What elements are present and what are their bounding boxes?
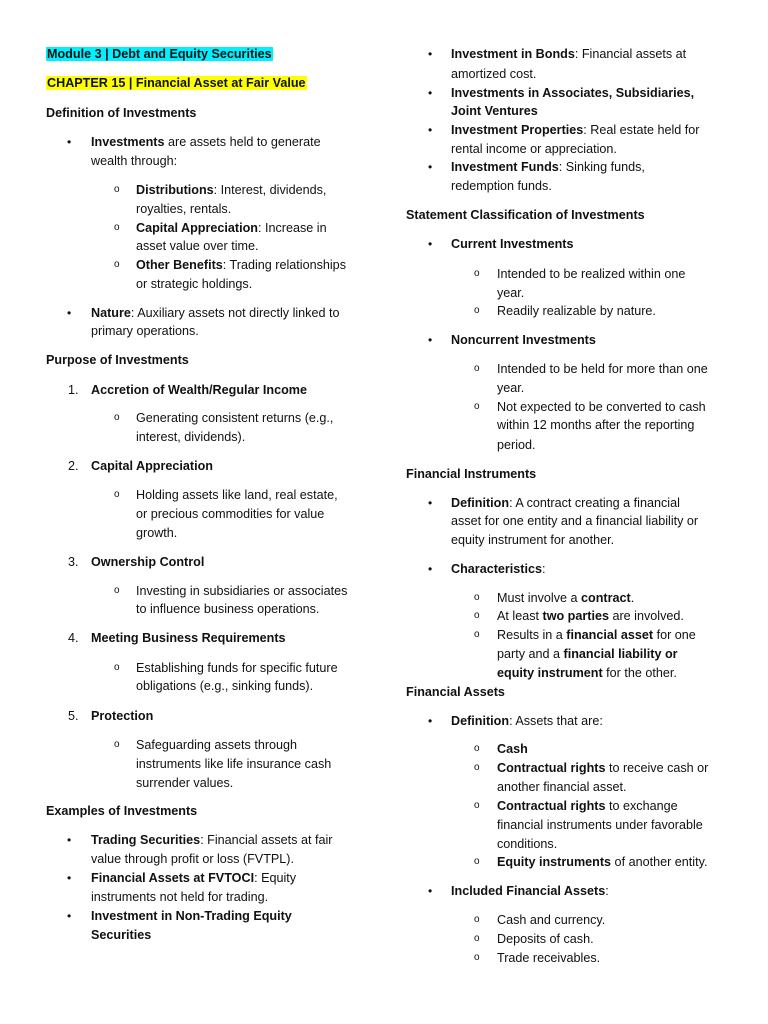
circle-bullet-icon: o — [474, 800, 480, 811]
list-item: Financial Assets at FVTOCI: Equity — [91, 871, 297, 885]
bullet-icon: • — [428, 47, 433, 61]
purpose-item-title: Protection — [91, 709, 154, 723]
list-item-cont: to influence business operations. — [136, 602, 320, 616]
list-item: Characteristics: — [451, 562, 546, 576]
list-item-cont: asset for one entity and a financial liability or — [451, 514, 699, 528]
circle-bullet-icon: o — [474, 762, 480, 773]
list-item-cont: Securities — [91, 928, 152, 942]
list-item: Definition: A contract creating a financial — [451, 496, 680, 510]
list-item: Contractual rights to exchange — [497, 799, 678, 813]
circle-bullet-icon: o — [474, 952, 480, 963]
list-item: Investment in Non-Trading Equity — [91, 909, 292, 923]
list-item: Trading Securities: Financial assets at fair — [91, 833, 333, 847]
list-item: Investment Funds: Sinking funds, — [451, 160, 645, 174]
list-number: 5. — [68, 709, 79, 723]
bullet-icon: • — [428, 86, 433, 100]
bullet-icon: • — [428, 562, 433, 576]
examples-heading: Examples of Investments — [46, 804, 198, 818]
circle-bullet-icon: o — [114, 412, 120, 423]
list-item: Investment in Bonds: Financial assets at — [451, 47, 687, 61]
statement-heading: Statement Classification of Investments — [406, 208, 645, 222]
list-item-cont: redemption funds. — [451, 179, 552, 193]
list-item-cont: instruments not held for trading. — [91, 890, 269, 904]
list-item-cont: year. — [497, 286, 525, 300]
bullet-icon: • — [428, 123, 433, 137]
list-item: Investing in subsidiaries or associates — [136, 584, 348, 598]
bullet-icon: • — [428, 160, 433, 174]
list-item: Other Benefits: Trading relationships — [136, 258, 346, 272]
list-item-cont: conditions. — [497, 837, 558, 851]
circle-bullet-icon: o — [474, 592, 480, 603]
purpose-item-title: Meeting Business Requirements — [91, 631, 286, 645]
circle-bullet-icon: o — [474, 933, 480, 944]
bullet-icon: • — [67, 871, 72, 885]
list-number: 4. — [68, 631, 79, 645]
list-number: 2. — [68, 459, 79, 473]
circle-bullet-icon: o — [474, 401, 480, 412]
list-item: Definition: Assets that are: — [451, 714, 603, 728]
purpose-item-title: Ownership Control — [91, 555, 205, 569]
circle-bullet-icon: o — [114, 222, 120, 233]
list-item-cont: growth. — [136, 526, 178, 540]
circle-bullet-icon: o — [114, 585, 120, 596]
circle-bullet-icon: o — [114, 259, 120, 270]
list-item: Generating consistent returns (e.g., — [136, 411, 334, 425]
list-item-cont: wealth through: — [91, 154, 178, 168]
list-item-cont: primary operations. — [91, 324, 199, 338]
list-item-cont: interest, dividends). — [136, 430, 246, 444]
list-item: Readily realizable by nature. — [497, 304, 656, 318]
list-item: Intended to be realized within one — [497, 267, 686, 281]
list-item: Intended to be held for more than one — [497, 362, 708, 376]
list-item: Included Financial Assets: — [451, 884, 609, 898]
list-item-cont: financial instruments under favorable — [497, 818, 703, 832]
list-item: Results in a financial asset for one — [497, 628, 696, 642]
circle-bullet-icon: o — [114, 662, 120, 673]
list-item: Must involve a contract. — [497, 591, 635, 605]
list-item: Holding assets like land, real estate, — [136, 488, 338, 502]
list-number: 3. — [68, 555, 79, 569]
list-number: 1. — [68, 383, 79, 397]
bullet-icon: • — [67, 909, 72, 923]
list-item-cont: or strategic holdings. — [136, 277, 253, 291]
purpose-heading: Purpose of Investments — [46, 353, 189, 367]
circle-bullet-icon: o — [474, 629, 480, 640]
bullet-icon: • — [67, 833, 72, 847]
bullet-icon: • — [67, 306, 72, 320]
list-item: Capital Appreciation: Increase in — [136, 221, 327, 235]
module-title: Module 3 | Debt and Equity Securities — [47, 47, 272, 61]
list-item-cont: royalties, rentals. — [136, 202, 232, 216]
list-item: Current Investments — [451, 237, 574, 251]
list-item-cont: value through profit or loss (FVTPL). — [91, 852, 294, 866]
bullet-icon: • — [428, 884, 433, 898]
circle-bullet-icon: o — [474, 610, 480, 621]
list-item: Establishing funds for specific future — [136, 661, 338, 675]
list-item: Safeguarding assets through — [136, 738, 298, 752]
bullet-icon: • — [428, 237, 433, 251]
bullet-icon: • — [428, 714, 433, 728]
financial-instruments-heading: Financial Instruments — [406, 467, 537, 481]
circle-bullet-icon: o — [474, 856, 480, 867]
list-item-cont: equity instrument for another. — [451, 533, 615, 547]
list-item: Equity instruments of another entity. — [497, 855, 708, 869]
list-item-cont: equity instrument for the other. — [497, 666, 677, 680]
list-item-cont: instruments like life insurance cash — [136, 757, 332, 771]
list-item: Distributions: Interest, dividends, — [136, 183, 327, 197]
list-item-cont: period. — [497, 438, 536, 452]
list-item-cont: surrender values. — [136, 776, 234, 790]
list-item: Investments are assets held to generate — [91, 135, 321, 149]
list-item: Investment Properties: Real estate held for — [451, 123, 700, 137]
list-item: Deposits of cash. — [497, 932, 594, 946]
definition-heading: Definition of Investments — [46, 106, 197, 120]
list-item-cont: within 12 months after the reporting — [497, 418, 695, 432]
circle-bullet-icon: o — [474, 305, 480, 316]
list-item: At least two parties are involved. — [497, 609, 684, 623]
list-item: Not expected to be converted to cash — [497, 400, 706, 414]
circle-bullet-icon: o — [474, 268, 480, 279]
purpose-item-title: Capital Appreciation — [91, 459, 213, 473]
bullet-icon: • — [428, 333, 433, 347]
list-item: Cash and currency. — [497, 913, 606, 927]
circle-bullet-icon: o — [114, 489, 120, 500]
list-item: Investments in Associates, Subsidiaries, — [451, 86, 695, 100]
bullet-icon: • — [428, 496, 433, 510]
purpose-item-title: Accretion of Wealth/Regular Income — [91, 383, 307, 397]
list-item: Contractual rights to receive cash or — [497, 761, 709, 775]
list-item-cont: obligations (e.g., sinking funds). — [136, 679, 314, 693]
circle-bullet-icon: o — [474, 743, 480, 754]
list-item-cont: asset value over time. — [136, 239, 259, 253]
list-item: Cash — [497, 742, 528, 756]
circle-bullet-icon: o — [114, 184, 120, 195]
list-item-cont: amortized cost. — [451, 67, 537, 81]
list-item-cont: rental income or appreciation. — [451, 142, 617, 156]
list-item-cont: year. — [497, 381, 525, 395]
circle-bullet-icon: o — [114, 739, 120, 750]
list-item-cont: another financial asset. — [497, 780, 627, 794]
chapter-title: CHAPTER 15 | Financial Asset at Fair Value — [47, 76, 306, 90]
circle-bullet-icon: o — [474, 363, 480, 374]
bullet-icon: • — [67, 135, 72, 149]
list-item-cont: party and a financial liability or — [497, 647, 678, 661]
list-item: Nature: Auxiliary assets not directly linked to — [91, 306, 340, 320]
circle-bullet-icon: o — [474, 914, 480, 925]
financial-assets-heading: Financial Assets — [406, 685, 505, 699]
list-item-cont: or precious commodities for value — [136, 507, 325, 521]
list-item: Noncurrent Investments — [451, 333, 596, 347]
list-item: Trade receivables. — [497, 951, 601, 965]
list-item-cont: Joint Ventures — [451, 104, 538, 118]
